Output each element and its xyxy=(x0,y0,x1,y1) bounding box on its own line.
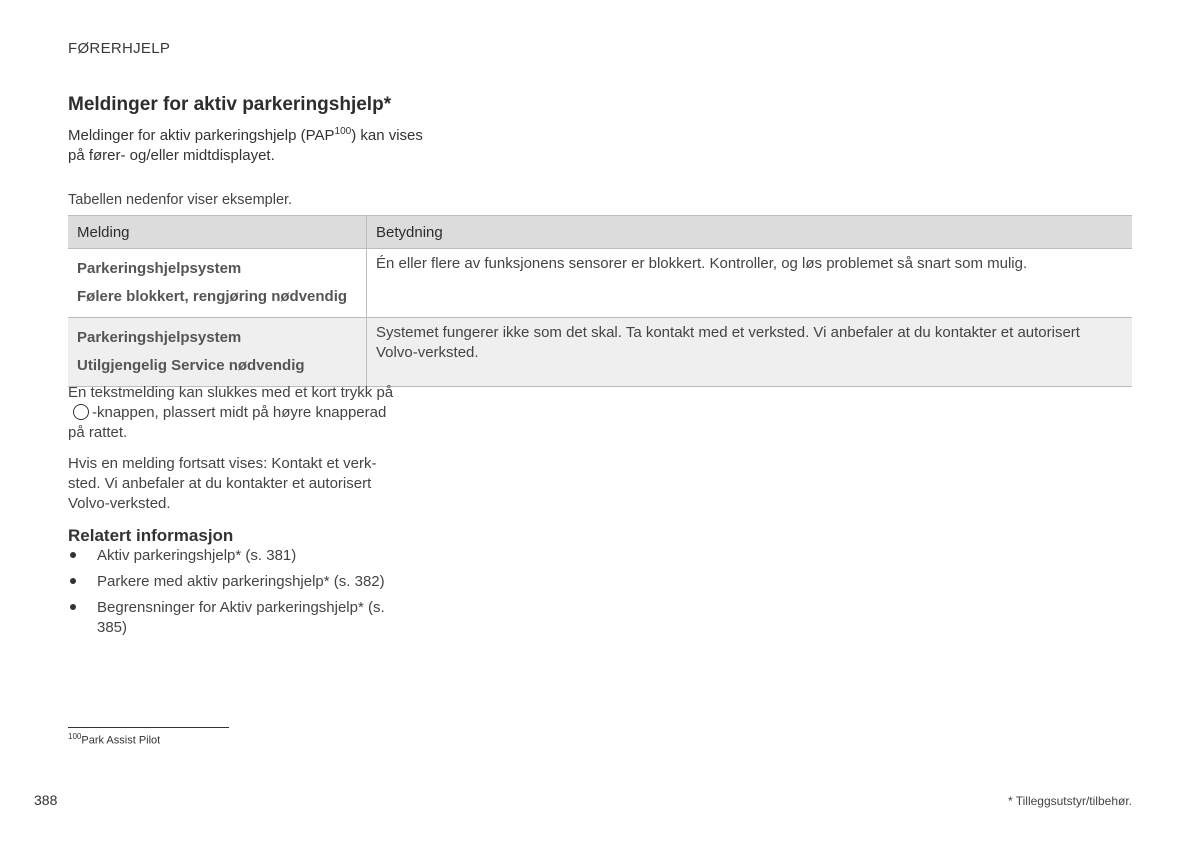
intro-text-end: ) kan vises på fører- og/eller midtdisplayet. xyxy=(68,127,423,164)
table-header-row xyxy=(68,216,1132,249)
dismiss-paragraph xyxy=(68,383,398,443)
dismiss-text: En tekstmelding kan slukkes med et kort trykk på xyxy=(68,384,394,401)
footnote-divider xyxy=(68,727,229,728)
section-header: FØRERHJELP xyxy=(68,40,171,57)
table-row xyxy=(68,249,1132,318)
related-title: Relatert informasjon xyxy=(68,526,234,545)
message-cell xyxy=(68,249,367,318)
page-title: Meldinger for aktiv parkeringshjelp* xyxy=(68,94,392,115)
table-row xyxy=(68,318,1132,387)
column-header-message: Melding xyxy=(68,216,367,249)
message-cell xyxy=(68,318,367,387)
footer-note: * Tilleggsutstyr/tilbehør. xyxy=(1007,794,1132,808)
messages-table xyxy=(68,215,1132,387)
related-link[interactable]: Begrensninger for Aktiv parkeringshjelp* (s. 385) xyxy=(68,598,388,638)
intro-text: Meldinger for aktiv parkeringshjelp (PAP xyxy=(68,127,335,144)
footnote-number: 100 xyxy=(68,732,82,741)
meaning-cell: Systemet fungerer ikke som det skal. Ta kontakt med et verksted. Vi anbefaler at du kontakter et autorisert Volvo-verksted. xyxy=(367,318,1133,387)
table-caption: Tabellen nedenfor viser eksempler. xyxy=(68,192,293,208)
message-line: Følere blokkert, rengjøring nødvendig xyxy=(77,288,348,305)
footnote-text: Park Assist Pilot xyxy=(81,734,161,747)
message-line: Utilgjengelig Service nødvendig xyxy=(77,357,305,374)
meaning-cell: Én eller flere av funksjonens sensorer er blokkert. Kontroller, og løs problemet så snart som mulig. xyxy=(367,249,1133,318)
message-line: Parkeringshjelpsystem xyxy=(77,329,242,346)
steering-wheel-knob-icon xyxy=(73,404,89,420)
related-link[interactable]: Parkere med aktiv parkeringshjelp* (s. 382) xyxy=(68,572,388,592)
message-line: Parkeringshjelpsystem xyxy=(77,260,242,277)
persist-paragraph: Hvis en melding fortsatt vises: Kontakt et verk- sted. Vi anbefaler at du kontakter et autorisert Volvo-verksted. xyxy=(68,455,377,512)
column-header-meaning: Betydning xyxy=(367,216,1133,249)
dismiss-text-end: -knappen, plassert midt på høyre knapperad på rattet. xyxy=(68,404,387,441)
related-link[interactable]: Aktiv parkeringshjelp* (s. 381) xyxy=(68,546,388,566)
related-list xyxy=(68,546,388,644)
footnote xyxy=(68,732,160,747)
page-number: 388 xyxy=(34,792,58,808)
footnote-ref[interactable]: 100 xyxy=(334,126,352,137)
intro-paragraph xyxy=(68,122,428,166)
